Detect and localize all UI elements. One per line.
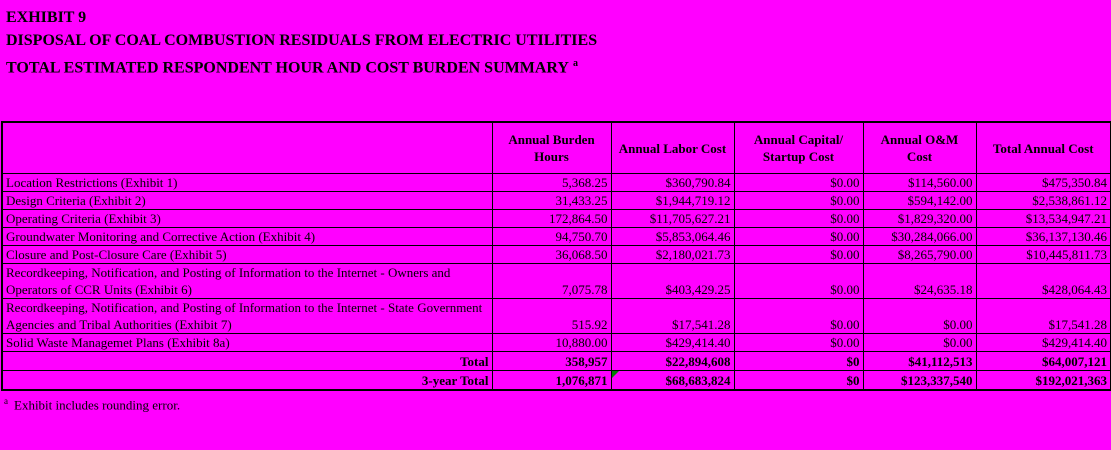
row-label: Recordkeeping, Notification, and Posting of Information to the Internet - State Government Agencies and Tribal Authorities (Exhibit 7)	[2, 299, 492, 334]
title-footnote-marker: a	[572, 58, 578, 69]
column-header-burden-hours: Annual Burden Hours	[492, 122, 611, 174]
cell-total-cost: $10,445,811.73	[976, 246, 1111, 264]
cell-labor-cost: $360,790.84	[611, 174, 734, 192]
table-row-location-restrictions	[2, 174, 1111, 192]
cell-labor-cost: $11,705,627.21	[611, 210, 734, 228]
cell-capital-cost: $0.00	[734, 334, 863, 352]
cell-labor-cost-value: $68,683,824	[665, 372, 731, 388]
title-line-3-text: TOTAL ESTIMATED RESPONDENT HOUR AND COST BURDEN SUMMARY	[6, 59, 569, 77]
cell-om-cost: $41,112,513	[863, 352, 976, 371]
cell-om-cost: $0.00	[863, 334, 976, 352]
cell-capital-cost: $0	[734, 371, 863, 390]
cell-burden-hours: 36,068.50	[492, 246, 611, 264]
table-row-solid-waste-plans	[2, 334, 1111, 352]
cell-om-cost: $123,337,540	[863, 371, 976, 390]
cell-burden-hours: 10,880.00	[492, 334, 611, 352]
cell-om-cost: $114,560.00	[863, 174, 976, 192]
title-line-3	[6, 52, 1111, 79]
table-row-recordkeeping-state	[2, 299, 1111, 334]
cell-labor-cost	[611, 371, 734, 390]
total-row-label: Total	[2, 352, 492, 371]
cell-error-indicator-icon	[612, 371, 619, 378]
cell-om-cost: $594,142.00	[863, 192, 976, 210]
footnote	[4, 396, 1111, 413]
table-row-operating-criteria	[2, 210, 1111, 228]
cell-burden-hours: 94,750.70	[492, 228, 611, 246]
cell-capital-cost: $0.00	[734, 192, 863, 210]
cell-om-cost: $8,265,790.00	[863, 246, 976, 264]
cell-total-cost: $2,538,861.12	[976, 192, 1111, 210]
row-label: Solid Waste Managemet Plans (Exhibit 8a)	[2, 334, 492, 352]
column-header-blank	[2, 122, 492, 174]
footnote-marker: a	[4, 395, 8, 406]
cell-om-cost: $1,829,320.00	[863, 210, 976, 228]
row-label: Closure and Post-Closure Care (Exhibit 5)	[2, 246, 492, 264]
header-row	[2, 122, 1111, 174]
cell-labor-cost: $5,853,064.46	[611, 228, 734, 246]
cell-total-cost: $475,350.84	[976, 174, 1111, 192]
burden-summary-table	[1, 121, 1111, 391]
row-label: Groundwater Monitoring and Corrective Action (Exhibit 4)	[2, 228, 492, 246]
cell-om-cost: $24,635.18	[863, 264, 976, 299]
cell-burden-hours: 358,957	[492, 352, 611, 371]
table-row-groundwater-monitoring	[2, 228, 1111, 246]
row-label: Location Restrictions (Exhibit 1)	[2, 174, 492, 192]
cell-labor-cost: $2,180,021.73	[611, 246, 734, 264]
cell-capital-cost: $0.00	[734, 174, 863, 192]
cell-burden-hours: 515.92	[492, 299, 611, 334]
cell-total-cost: $64,007,121	[976, 352, 1111, 371]
cell-total-cost: $429,414.40	[976, 334, 1111, 352]
table-row-recordkeeping-owners	[2, 264, 1111, 299]
cell-labor-cost: $17,541.28	[611, 299, 734, 334]
cell-labor-cost: $429,414.40	[611, 334, 734, 352]
cell-capital-cost: $0.00	[734, 246, 863, 264]
row-label: Recordkeeping, Notification, and Posting of Information to the Internet - Owners and Operators of CCR Units (Exhibit 6)	[2, 264, 492, 299]
cell-capital-cost: $0.00	[734, 264, 863, 299]
row-label: Design Criteria (Exhibit 2)	[2, 192, 492, 210]
footnote-text: Exhibit includes rounding error.	[14, 397, 181, 413]
cell-total-cost: $192,021,363	[976, 371, 1111, 390]
cell-total-cost: $13,534,947.21	[976, 210, 1111, 228]
column-header-om-cost: Annual O&M Cost	[863, 122, 976, 174]
table-row-total	[2, 352, 1111, 371]
cell-burden-hours: 7,075.78	[492, 264, 611, 299]
cell-om-cost: $0.00	[863, 299, 976, 334]
cell-capital-cost: $0.00	[734, 210, 863, 228]
column-header-capital-startup-cost: Annual Capital/ Startup Cost	[734, 122, 863, 174]
cell-burden-hours: 5,368.25	[492, 174, 611, 192]
cell-total-cost: $17,541.28	[976, 299, 1111, 334]
column-header-total-annual-cost: Total Annual Cost	[976, 122, 1111, 174]
table-row-3-year-total	[2, 371, 1111, 390]
cell-burden-hours: 31,433.25	[492, 192, 611, 210]
cell-labor-cost: $403,429.25	[611, 264, 734, 299]
cell-capital-cost: $0	[734, 352, 863, 371]
table-row-closure-post-closure	[2, 246, 1111, 264]
title-line-2: DISPOSAL OF COAL COMBUSTION RESIDUALS FROM ELECTRIC UTILITIES	[6, 32, 598, 49]
cell-burden-hours: 1,076,871	[492, 371, 611, 390]
table-row-design-criteria	[2, 192, 1111, 210]
cell-labor-cost: $22,894,608	[611, 352, 734, 371]
column-header-labor-cost: Annual Labor Cost	[611, 122, 734, 174]
cell-total-cost: $428,064.43	[976, 264, 1111, 299]
cell-capital-cost: $0.00	[734, 228, 863, 246]
cell-burden-hours: 172,864.50	[492, 210, 611, 228]
cell-om-cost: $30,284,066.00	[863, 228, 976, 246]
cell-labor-cost: $1,944,719.12	[611, 192, 734, 210]
three-year-total-row-label: 3-year Total	[2, 371, 492, 390]
exhibit-number: EXHIBIT 9	[6, 9, 87, 26]
cell-capital-cost: $0.00	[734, 299, 863, 334]
cell-total-cost: $36,137,130.46	[976, 228, 1111, 246]
title-block	[0, 0, 1111, 79]
row-label: Operating Criteria (Exhibit 3)	[2, 210, 492, 228]
